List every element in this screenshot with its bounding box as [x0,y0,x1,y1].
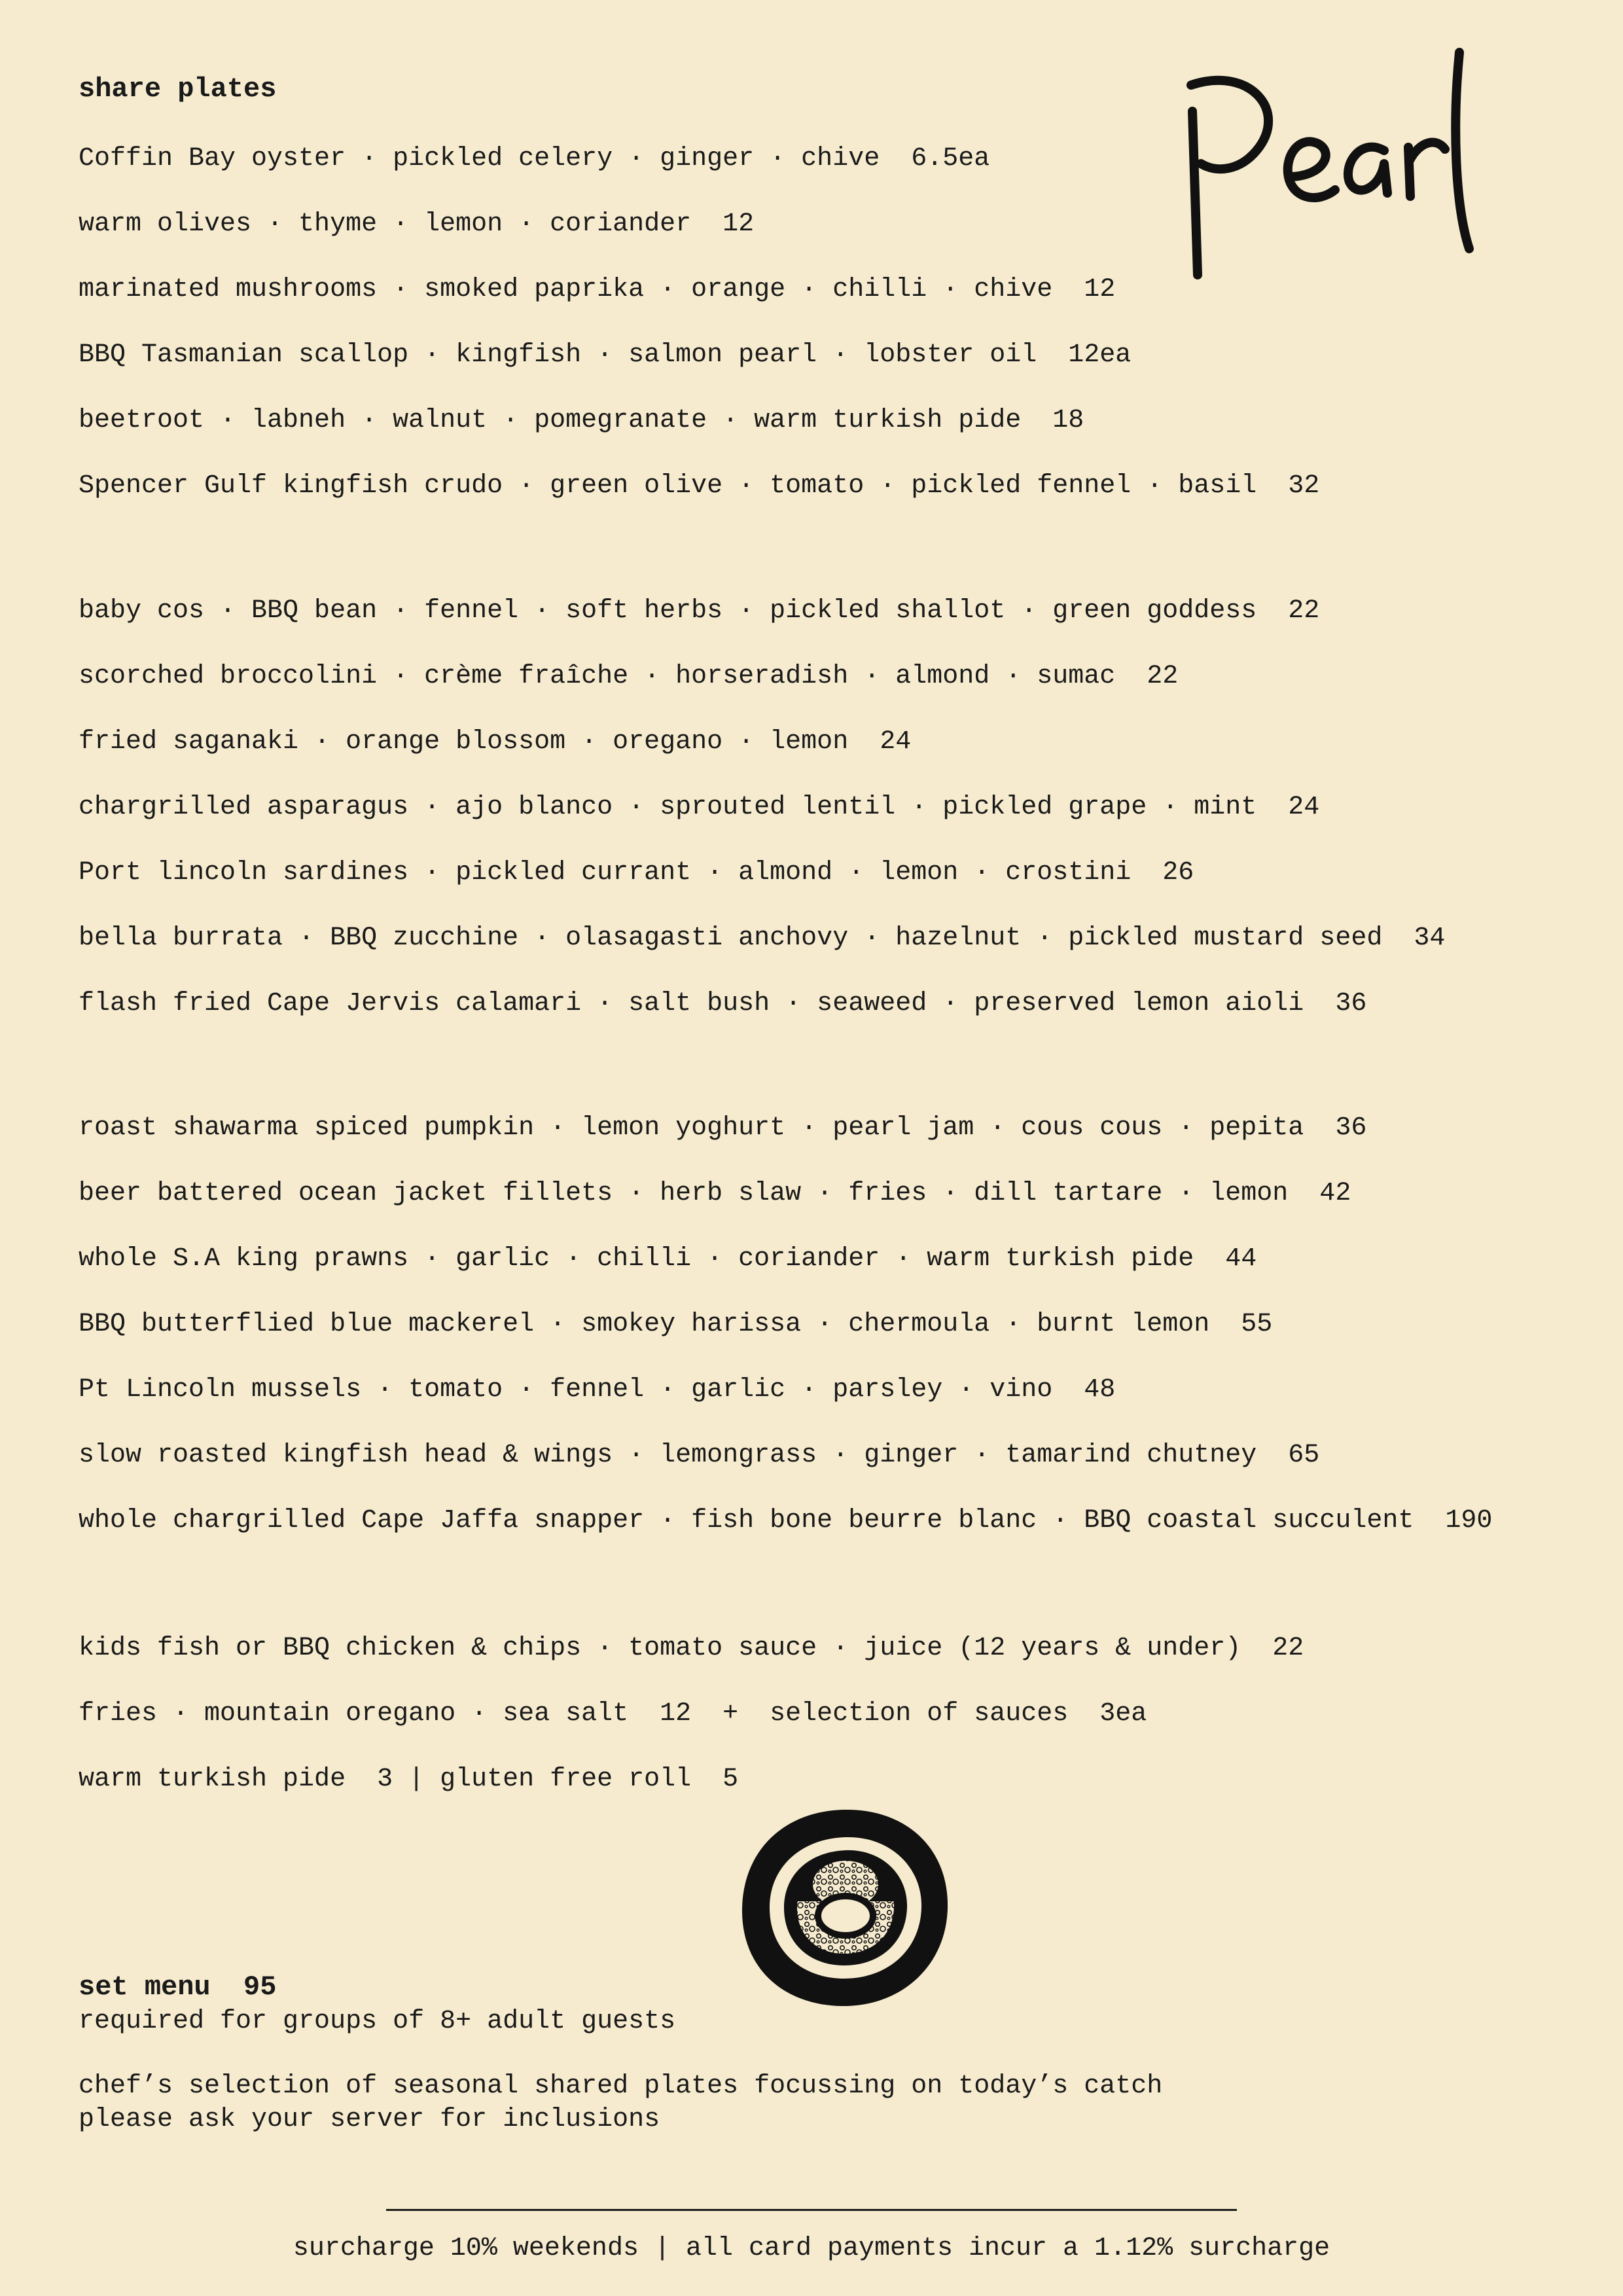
menu-item: fries · mountain oregano · sea salt 12 + selection of sauces 3ea [79,1699,1147,1729]
menu-item: whole chargrilled Cape Jaffa snapper · fish bone beurre blanc · BBQ coastal succulent 190 [79,1506,1493,1535]
menu-item: fried saganaki · orange blossom · oregano · lemon 24 [79,727,912,757]
pearl-logo [1171,39,1486,295]
menu-item: chargrilled asparagus · ajo blanco · sprouted lentil · pickled grape · mint 24 [79,793,1320,822]
menu-item: whole S.A king prawns · garlic · chilli · coriander · warm turkish pide 44 [79,1244,1257,1274]
menu-item: bella burrata · BBQ zucchine · olasagasti anchovy · hazelnut · pickled mustard seed 34 [79,924,1446,953]
menu-item: BBQ Tasmanian scallop · kingfish · salmon pearl · lobster oil 12ea [79,340,1132,370]
footer-divider [386,2209,1237,2211]
footer-surcharge-note: surcharge 10% weekends | all card payments incur a 1.12% surcharge [293,2234,1330,2263]
section-heading-share-plates: share plates [79,73,277,105]
set-menu-requirement: required for groups of 8+ adult guests [79,2007,676,2036]
menu-item: warm olives · thyme · lemon · coriander 12 [79,209,755,239]
menu-item: Pt Lincoln mussels · tomato · fennel · garlic · parsley · vino 48 [79,1375,1116,1405]
set-menu-description: please ask your server for inclusions [79,2105,660,2134]
menu-item: beetroot · labneh · walnut · pomegranate · warm turkish pide 18 [79,406,1084,435]
menu-item: kids fish or BBQ chicken & chips · tomato sauce · juice (12 years & under) 22 [79,1634,1304,1663]
menu-item: Port lincoln sardines · pickled currant · almond · lemon · crostini 26 [79,858,1194,888]
set-menu-heading: set menu 95 [79,1971,277,2003]
menu-item: flash fried Cape Jervis calamari · salt bush · seaweed · preserved lemon aioli 36 [79,989,1367,1018]
menu-item: roast shawarma spiced pumpkin · lemon yoghurt · pearl jam · cous cous · pepita 36 [79,1113,1367,1143]
menu-item: beer battered ocean jacket fillets · herb slaw · fries · dill tartare · lemon 42 [79,1179,1351,1208]
menu-item: warm turkish pide 3 | gluten free roll 5 [79,1765,739,1794]
set-menu-description: chef’s selection of seasonal shared plates focussing on today’s catch [79,2072,1163,2101]
menu-item: Spencer Gulf kingfish crudo · green olive · tomato · pickled fennel · basil 32 [79,471,1320,501]
menu-item: marinated mushrooms · smoked paprika · orange · chilli · chive 12 [79,275,1116,304]
menu-item: scorched broccolini · crème fraîche · horseradish · almond · sumac 22 [79,662,1179,691]
menu-item: BBQ butterflied blue mackerel · smokey harissa · chermoula · burnt lemon 55 [79,1310,1273,1339]
menu-item: slow roasted kingfish head & wings · lemongrass · ginger · tamarind chutney 65 [79,1441,1320,1470]
pearl-emblem-icon [733,1803,955,2013]
menu-item: baby cos · BBQ bean · fennel · soft herbs · pickled shallot · green goddess 22 [79,596,1320,626]
menu-item: Coffin Bay oyster · pickled celery · ginger · chive 6.5ea [79,144,990,173]
